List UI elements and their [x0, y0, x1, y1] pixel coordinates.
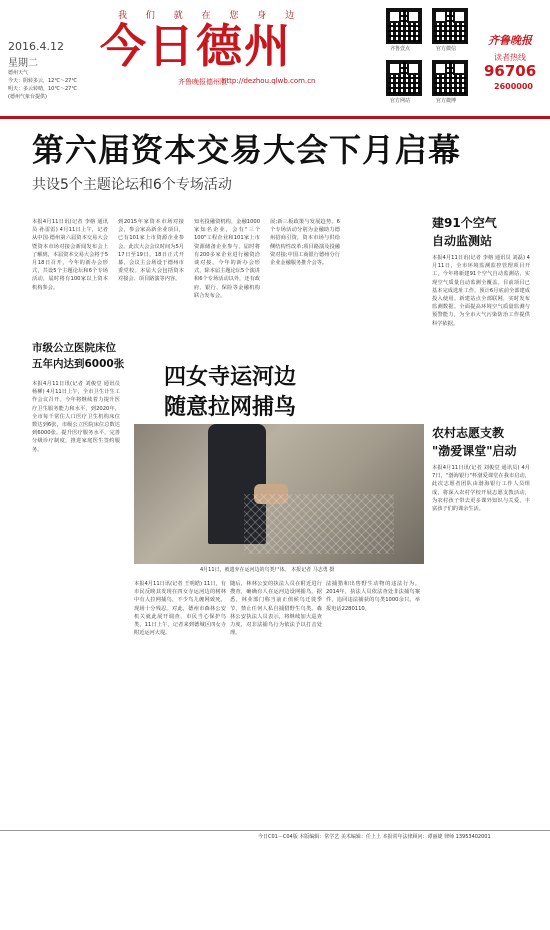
- air-story-title-2: 自动监测站: [432, 234, 493, 248]
- masthead: [0, 0, 550, 120]
- photo-net: [244, 494, 394, 554]
- air-story-title-1: 建91个空气: [432, 216, 497, 230]
- feature-col2: 随后，林林公安的执法人员在附近进行搜查，确确有人在运河边设网捕鸟。据悉，林业部门称当前正值候鸟迁徙季节，禁止任何人私自捕猎野生鸟类。森林公安执法人员表示，将继续加大巡查力度，对非法捕鸟行为依法予以打击处理。: [230, 581, 322, 637]
- issue-date: 2016.4.12: [8, 40, 64, 53]
- feature-title-1: 四女寺运河边: [164, 365, 297, 390]
- issue-weekday: 星期二: [8, 58, 38, 69]
- masthead-title: 今日德州: [100, 19, 292, 73]
- lead-story-col4: 展;新三板政策与发展趋势，6个专场活动分别为金融助力德州招商引资，资本市场与供给侧结构性改革;项目路演及投融资对接;中国工商银行德州分行企业金融服务推介会等。: [270, 219, 340, 267]
- bed-story-body: 本报4月11日讯(记者 刘俊堂 通讯员 杨柳) 4月11日上午，全市卫生计生工作会议召开。今年将继续着力提升医疗卫生服务能力和水平，到2020年，全市每千常住人口医疗卫生机构床位数达到6张，市级公立医院床位总数达到6000张。提升医疗服务水平，完善分级诊疗制度，推进家庭医生签约服务。: [32, 381, 120, 453]
- masthead-slogan: 我 们 就 在 您 身 边: [118, 11, 303, 21]
- feature-caption: 4月11日，被遗弃在运河边的鸟类尸体。 本报记者 马志勇 摄: [200, 567, 335, 573]
- qr-code-website[interactable]: [386, 60, 422, 96]
- hotline-alt: 2600000: [494, 82, 533, 91]
- farm-story-title-1: 农村志愿支教: [432, 426, 505, 440]
- masthead-url[interactable]: http://dezhou.qlwb.com.cn: [222, 77, 316, 85]
- qr-label-qilu: 齐鲁壹点: [390, 46, 411, 52]
- hotline-number: 96706: [484, 62, 537, 80]
- qr-label-wechat: 官方微信: [436, 46, 457, 52]
- lead-story-col3: 知名投融资机构，金融1000家知名企业，会有"三个100"工程企业和101家上市资源储备企业参与，届时将有200多家企业进行融资洽谈对接。今年的新办会形式，除本届主题论坛5个演讲和6个专场活动以外，还有政府、银行、保险等金融机构联合发布会。: [194, 219, 260, 299]
- weather-tomorrow: 明天：多云转晴，10℃～27℃: [8, 86, 77, 92]
- qr-code-qilu[interactable]: [386, 8, 422, 44]
- feature-title-2: 随意拉网捕鸟: [164, 395, 297, 420]
- qr-code-wechat[interactable]: [432, 8, 468, 44]
- footer-text: 今日C01－C04版 本版编辑：常学艺 美术编辑：任上上 本报常年法律顾问：谭丽婕 律师 13953402001: [258, 834, 491, 840]
- feature-col1: 本报4月11日讯(记者 王明皓) 11日，有市民反映其发现在四女寺运河边的树林中有人拉网捕鸟，不少鸟儿缠网致死，现场十分残忍。对此，德州市森林公安机关就此展开调查，市民当心保护鸟类。11日上午，记者来到德城区四女寺附近运河大堤。: [134, 581, 226, 637]
- masthead-subtitle: 齐鲁晚报德州版: [178, 78, 227, 86]
- weather-source: (德州气象台提供): [8, 94, 47, 100]
- masthead-rule: [0, 116, 550, 119]
- lead-story-col1: 本报4月11日讯(记者 李榕 通讯员 孙雷雷) 4月11日上午，记者从中国·德州第六届资本交易大会暨资本市场对接会新闻发布会上了解到，本届资本交易大会将于5月18日召开，今年的新办会形式，共设5个主题论坛和6个专场活动，届时将有100家以上资本机构参会。: [32, 219, 108, 291]
- brand-logo: 齐鲁晚报: [488, 34, 532, 47]
- footer-rule: [0, 830, 550, 831]
- qr-code-weibo[interactable]: [432, 60, 468, 96]
- lead-story-col2: 到2015年家资本市场对接会，参会家高新企业项目，已有101家上市资源企业参会。此次大会会议时间为5月17日至19日，18日正式开幕，会议主会场设于德州市委党校。本届大会包括资本对接会、项目路演等内容。: [118, 219, 184, 283]
- main-subheadline: 共设5个主题论坛和6个专场活动: [32, 177, 232, 193]
- qr-label-website: 官方网站: [390, 98, 411, 104]
- farm-story-title-2: "渤爱课堂"启动: [432, 444, 517, 458]
- weather-today: 今天：阴转多云，12℃～27℃: [8, 78, 77, 84]
- feature-col3: 法捕猎和出售野生动物的违法行为。2014年，执法人员依法查处非法捕鸟案件，追回违法捕获的鸟类1000余只。举报电话2280110。: [326, 581, 420, 612]
- bed-story-title-1: 市级公立医院床位: [32, 342, 116, 354]
- farm-story-body: 本报4月11日讯(记者 刘俊堂 通讯员) 4月7日，"渤海银行"杯渤爱课堂在我市启动，此次志愿者团队由渤海银行工作人员组成，将深入农村学校开展志愿支教活动，为农村孩子带去更多课外知识与关爱，丰富孩子们的课余生活。: [432, 465, 530, 513]
- feature-photo: [134, 424, 424, 564]
- main-headline: 第六届资本交易大会下月启幕: [32, 131, 462, 169]
- hotline-label: 读者热线: [494, 53, 526, 62]
- weather-city: 德州天气: [8, 70, 29, 76]
- air-story-body: 本报4月11日讯(记者 李榕 通讯员 刘磊) 4月11日，全市环境监测监控管理项目开工，今年将新建91个空气自动监测站，实现空气质量自动监测全覆盖。目前项目已基本完成选址工作，预计6月底前全部建成投入使用。新建站点全部联网，实时发布监测数据。全面提高环境空气质量监测与预警能力，为全市大气污染防治工作提供科学依据。: [432, 255, 530, 327]
- qr-label-weibo: 官方微博: [436, 98, 457, 104]
- bed-story-title-2: 五年内达到6000张: [32, 358, 125, 370]
